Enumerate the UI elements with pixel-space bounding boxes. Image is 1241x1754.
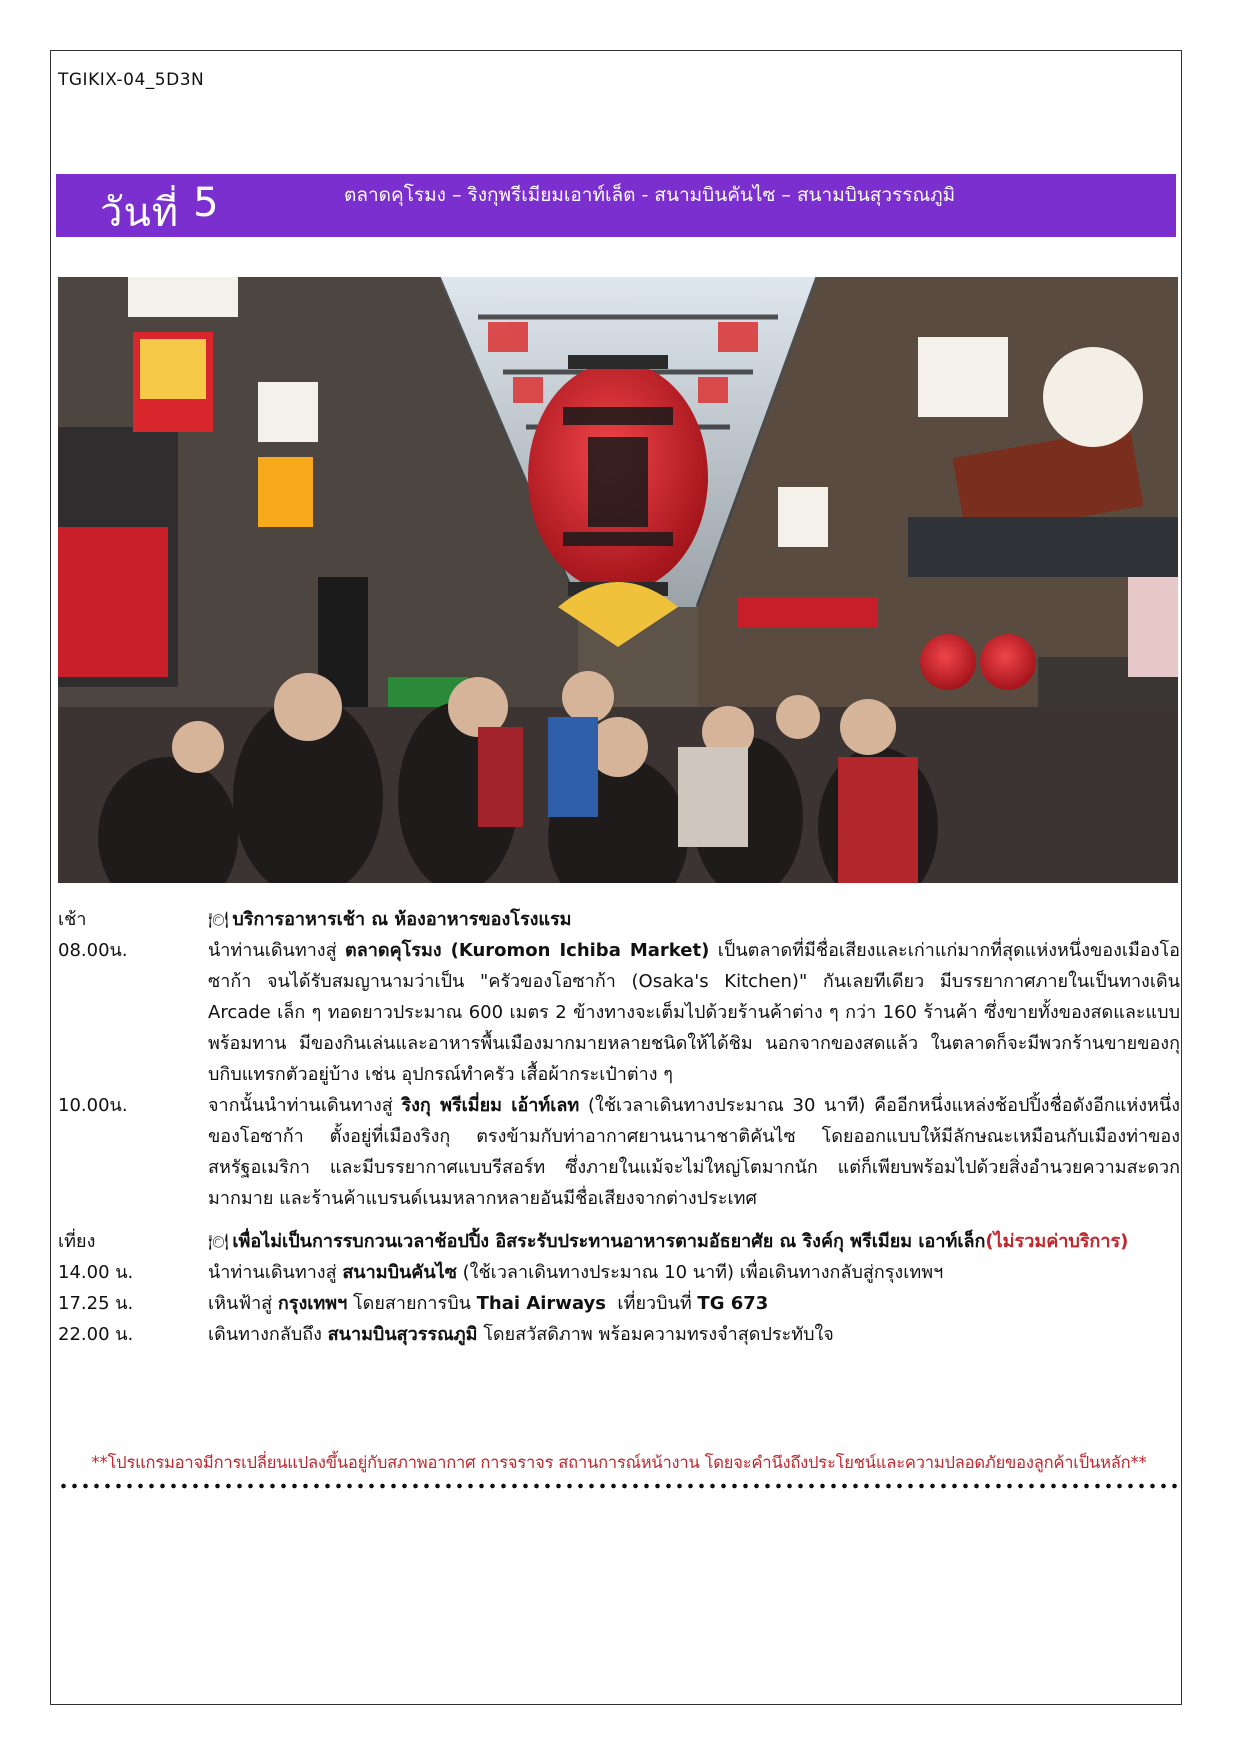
day-banner [56, 174, 1176, 237]
text-lead: เหินฟ้าสู่ [208, 1293, 278, 1314]
time-label: 14.00 น. [58, 1262, 134, 1283]
lunch-note: (ไม่รวมค่าบริการ) [985, 1231, 1129, 1252]
day-number: 5 [193, 180, 220, 226]
market-photo [58, 277, 1178, 883]
meal-icon: 🍽 [208, 1232, 229, 1251]
text-body: เป็นตลาดที่มีชื่อเสียงและเก่าแก่มากที่สุดแห่งหนึ่งของเมืองโอซาก้า จนได้รับสมญานามว่าเป็น "ครัวของโอซาก้า (Osaka's Kitchen)" กันเลยทีเดียว มีบรรยากาศภายในเป็นทางเดิน Arcade เล็ก ๆ ทอดยาวประมาณ 600 เมตร 2 ข้างทางจะเต็มไปด้วยร้านค้าต่าง ๆ กว่า 160 ร้านค้า ซึ่งขายทั้งของสดและแบบพร้อมทาน มีของกินเล่นและอาหารพื้นเมืองมากมายหลายชนิดให้ได้ชิม นอกจากของสดแล้ว ในตลาดก็จะมีพวกร้านขายของกุบกิบแทรกตัวอยู่บ้าง เช่น อุปกรณ์ทำครัว เสื้อผ้ากระเป๋าต่าง ๆ [208, 940, 1180, 1085]
text-body: โดยสวัสดิภาพ พร้อมความทรงจำสุดประทับใจ [477, 1324, 834, 1345]
schedule [58, 904, 1180, 1350]
text-lead: เดินทางกลับถึง [208, 1324, 328, 1345]
schedule-row-1000 [58, 1090, 1180, 1214]
meal-icon: 🍽 [208, 910, 229, 929]
day-route: ตลาดคุโรมง – ริงกุพรีเมียมเอาท์เล็ต - สนามบินคันไซ – สนามบินสุวรรณภูมิ [344, 184, 956, 206]
airline-name: Thai Airways [476, 1293, 606, 1314]
time-label: 08.00น. [58, 940, 128, 961]
text-body: โดยสายการบิน [347, 1293, 477, 1314]
schedule-row-lunch [58, 1226, 1180, 1257]
breakfast-text: บริการอาหารเช้า ณ ห้องอาหารของโรงแรม [232, 909, 572, 930]
lunch-text: เพื่อไม่เป็นการรบกวนเวลาช้อปปิ้ง อิสระรับประทานอาหารตามอัธยาศัย ณ ริงค์กุ พรีเมียม เอาท์เล็ก [232, 1231, 986, 1252]
time-label: 22.00 น. [58, 1324, 134, 1345]
schedule-row-2200 [58, 1319, 1180, 1350]
schedule-row-breakfast [58, 904, 1180, 935]
document-code: TGIKIX-04_5D3N [58, 70, 205, 90]
text-lead: นำท่านเดินทางสู่ [208, 1262, 343, 1283]
text-body: (ใช้เวลาเดินทางประมาณ 30 นาที) คืออีกหนึ่งแหล่งช้อปปิ้งชื่อดังอีกแห่งหนึ่งของโอซาก้า ตั้งอยู่ที่เมืองริงกุ ตรงข้ามกับท่าอากาศยานนานาชาติคันไซ โดยออกแบบให้มีลักษณะเหมือนกับเมืองท่าของสหรัฐอเมริกา และมีบรรยากาศแบบรีสอร์ท ซึ่งภายในแม้จะไม่ใหญ่โตมากนัก แต่ก็เพียบพร้อมไปด้วยสิ่งอำนวยความสะดวกมากมาย และร้านค้าแบรนด์เนมหลากหลายอันมีชื่อเสียงจากต่างประเทศ [208, 1095, 1181, 1209]
text-lead: จากนั้นนำท่านเดินทางสู่ [208, 1095, 402, 1116]
place-name: ตลาดคุโรมง (Kuromon Ichiba Market) [345, 940, 710, 961]
dotted-divider [58, 1483, 1180, 1489]
schedule-row-1400 [58, 1257, 1180, 1288]
text-body: (ใช้เวลาเดินทางประมาณ 10 นาที) เพื่อเดินทางกลับสู่กรุงเทพฯ [456, 1262, 944, 1283]
day-word: วันที่ [100, 190, 180, 236]
market-photo-illustration [58, 277, 1178, 883]
disclaimer: **โปรแกรมอาจมีการเปลี่ยนแปลงขึ้นอยู่กับสภาพอากาศ การจราจร สถานการณ์หน้างาน โดยจะคำนึงถึงประโยชน์และความปลอดภัยของลูกค้าเป็นหลัก** [91, 1453, 1147, 1472]
day-label [100, 180, 220, 244]
place-name: สนามบินสุวรรณภูมิ [327, 1324, 478, 1345]
place-name: ริงกุ พรีเมี่ยม เอ้าท์เลท [401, 1095, 580, 1116]
time-label: 17.25 น. [58, 1293, 134, 1314]
place-name: สนามบินคันไซ [342, 1262, 457, 1283]
text-body: เที่ยวบินที่ [605, 1293, 698, 1314]
schedule-row-0800 [58, 935, 1180, 1090]
flight-number: TG 673 [697, 1293, 769, 1314]
schedule-row-1725 [58, 1288, 1180, 1319]
text-lead: นำท่านเดินทางสู่ [208, 940, 346, 961]
time-label: เที่ยง [58, 1231, 96, 1252]
time-label: 10.00น. [58, 1095, 128, 1116]
time-label: เช้า [58, 909, 87, 930]
place-name: กรุงเทพฯ [277, 1293, 348, 1314]
